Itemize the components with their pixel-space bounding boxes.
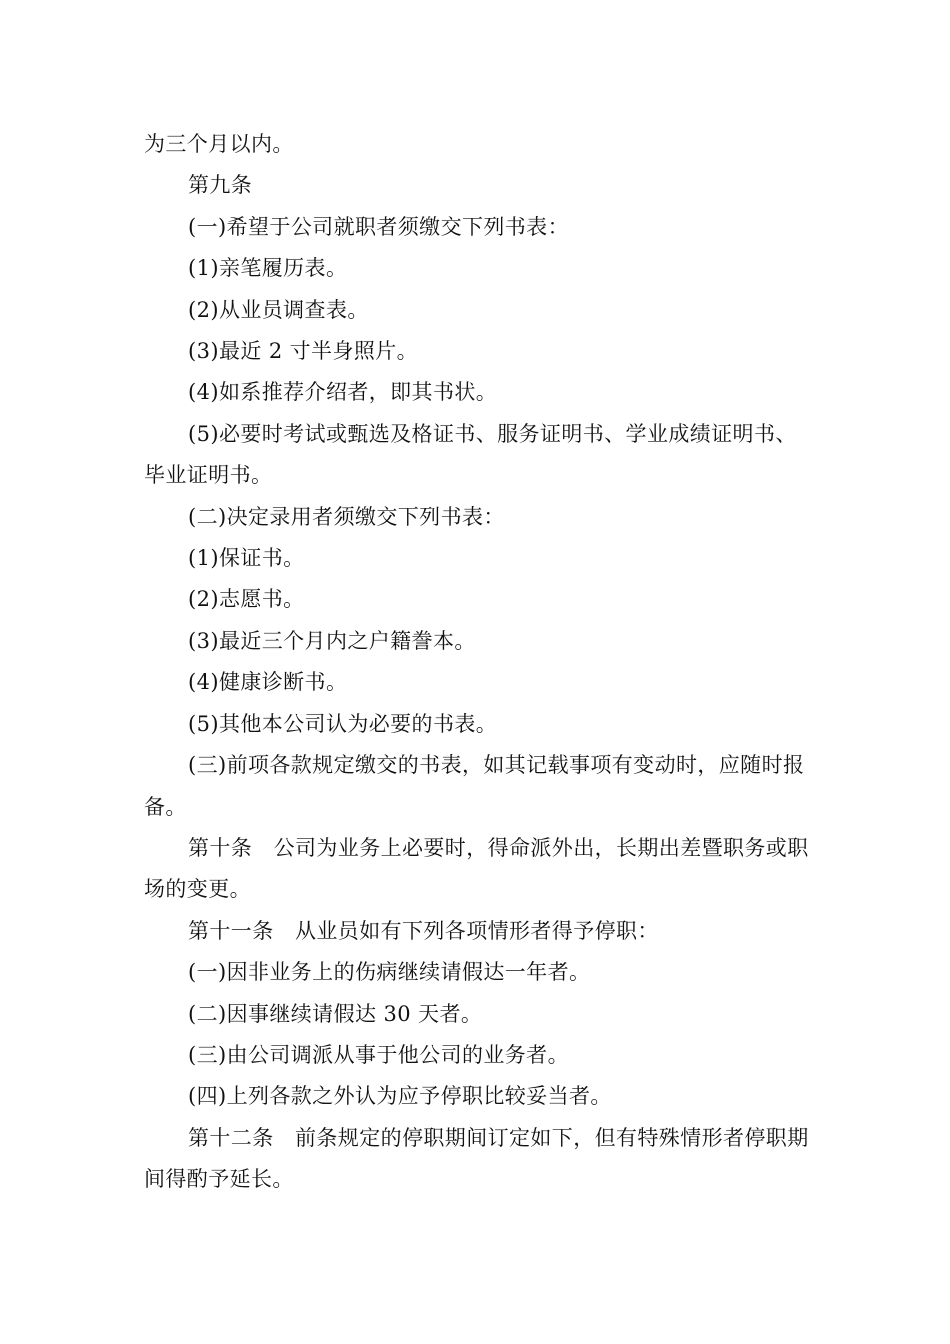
list-item: (4)健康诊断书。 bbox=[188, 670, 348, 695]
list-item: (2)志愿书。 bbox=[188, 587, 305, 612]
paragraph: 为三个月以内。 bbox=[144, 132, 294, 156]
list-item: (3)最近 2 寸半身照片。 bbox=[188, 339, 419, 364]
list-item: (1)亲笔履历表。 bbox=[188, 256, 348, 281]
list-item: (1)保证书。 bbox=[188, 546, 305, 571]
paragraph: (二)决定录用者须缴交下列书表： bbox=[188, 504, 505, 529]
list-item: (2)从业员调查表。 bbox=[188, 297, 369, 322]
list-item: (一)因非业务上的伤病继续请假达一年者。 bbox=[188, 960, 591, 985]
list-item: (二)因事继续请假达 30 天者。 bbox=[188, 1001, 483, 1026]
article-heading: 第九条 bbox=[188, 173, 253, 198]
list-item: (4)如系推荐介绍者，即其书状。 bbox=[188, 380, 498, 405]
list-item: (3)最近三个月内之户籍誊本。 bbox=[188, 628, 476, 653]
article-paragraph: 第十一条 从业员如有下列各项情形者得予停职： bbox=[188, 918, 659, 943]
list-item: (四)上列各款之外认为应予停职比较妥当者。 bbox=[188, 1084, 612, 1109]
list-item: (5)其他本公司认为必要的书表。 bbox=[188, 711, 498, 736]
article-paragraph: 第十二条 前条规定的停职期间订定如下，但有特殊情形者停职期间得酌予延长。 bbox=[144, 1125, 809, 1192]
document-body bbox=[144, 124, 816, 1201]
paragraph: (一)希望于公司就职者须缴交下列书表： bbox=[188, 214, 569, 239]
list-item: (三)由公司调派从事于他公司的业务者。 bbox=[188, 1042, 569, 1067]
article-paragraph: 第十条 公司为业务上必要时，得命派外出，长期出差暨职务或职场的变更。 bbox=[144, 835, 809, 902]
list-item: (5)必要时考试或甄选及格证书、服务证明书、学业成绩证明书、毕业证明书。 bbox=[144, 421, 797, 488]
paragraph: (三)前项各款规定缴交的书表，如其记载事项有变动时，应随时报备。 bbox=[144, 753, 805, 819]
